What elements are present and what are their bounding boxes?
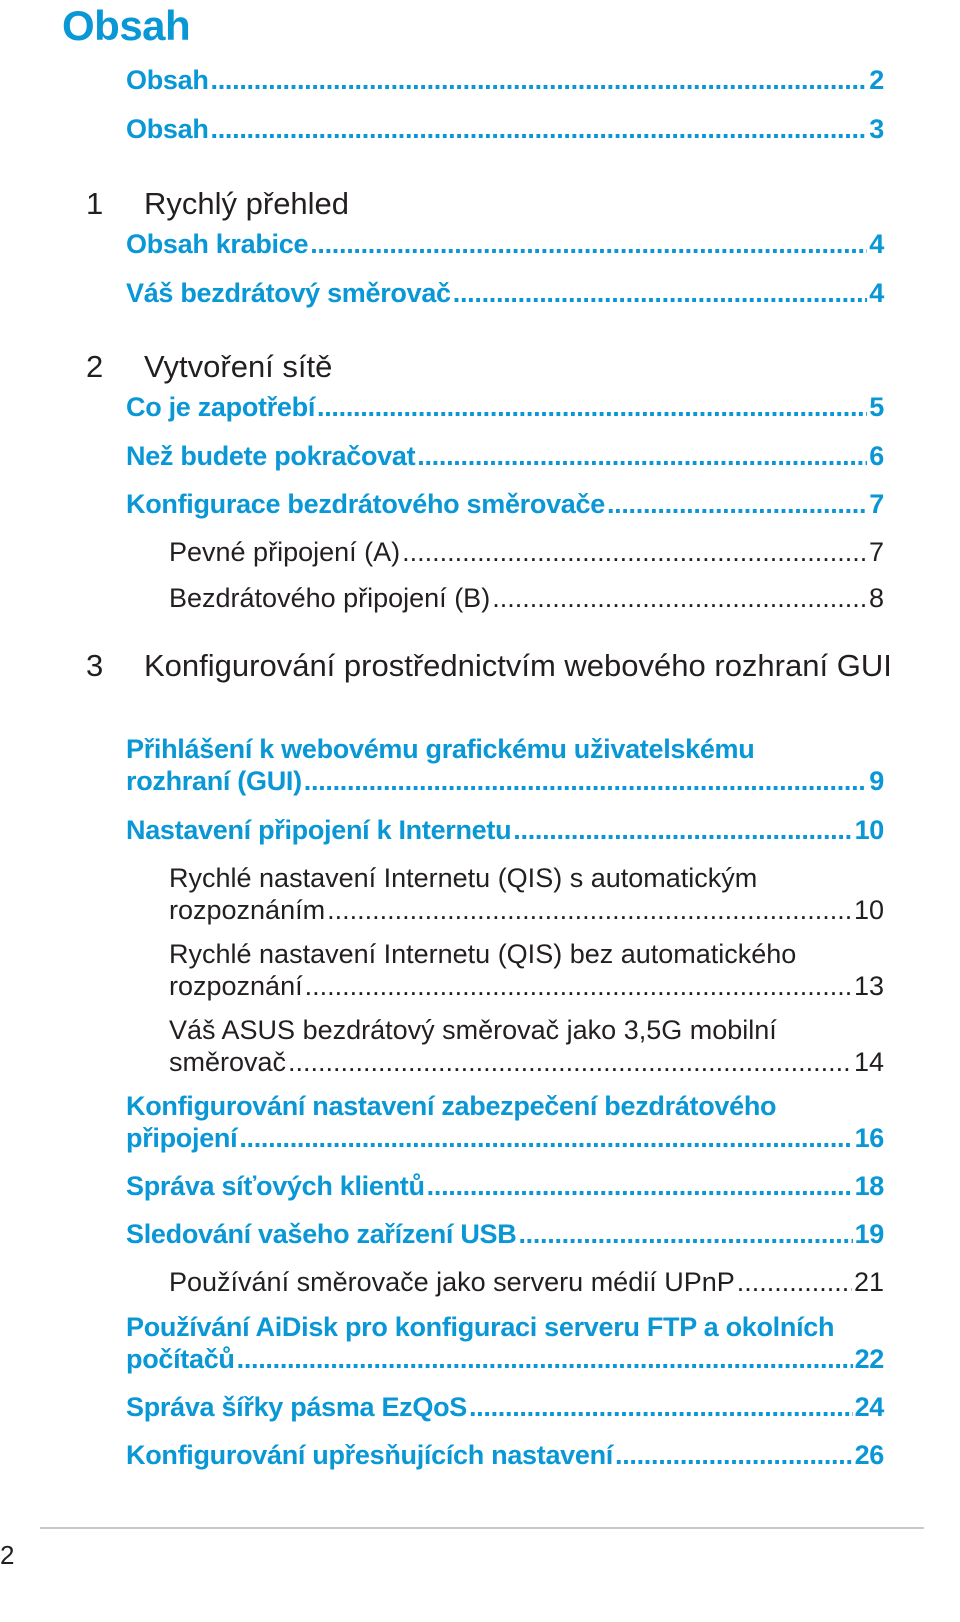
toc-entry-page: 7 — [868, 537, 884, 567]
toc-entry-page: 16 — [854, 1123, 884, 1153]
toc-entry-wireless-connection[interactable] — [169, 582, 884, 614]
toc-entry-page: 26 — [854, 1440, 884, 1470]
toc-entry-label: Co je zapotřebí — [126, 392, 316, 422]
chapter-title: Rychlý přehled — [144, 186, 350, 221]
toc-entry-label: Než budete pokračovat — [126, 441, 416, 471]
toc-entry-label: Správa síťových klientů — [126, 1171, 425, 1201]
dot-leader — [417, 440, 867, 472]
toc-entry-label: Konfigurace bezdrátového směrovače — [126, 489, 605, 519]
dot-leader — [305, 970, 852, 1002]
dot-leader — [211, 113, 868, 145]
toc-entry-page: 4 — [869, 278, 884, 308]
toc-entry-internet-setup[interactable] — [126, 814, 884, 846]
chapter-number: 2 — [86, 349, 104, 384]
toc-entry-label-continued: směrovač — [169, 1047, 287, 1077]
toc-entry-label: Rychlé nastavení Internetu (QIS) s automatickým — [169, 863, 758, 893]
dot-leader — [513, 814, 852, 846]
chapter-number: 3 — [86, 648, 104, 683]
toc-entry-label: Přihlášení k webovému grafickému uživatelskému — [126, 734, 755, 764]
toc-entry-page: 2 — [869, 65, 884, 95]
dot-leader — [317, 391, 867, 423]
dot-leader — [469, 1391, 853, 1423]
chapter-number: 1 — [86, 186, 104, 221]
toc-entry-page: 9 — [869, 766, 884, 796]
toc-entry-page: 4 — [869, 229, 884, 259]
toc-entry-contents-1[interactable] — [126, 64, 884, 96]
toc-entry-page: 24 — [854, 1392, 884, 1422]
dot-leader — [310, 228, 867, 260]
dot-leader — [237, 1343, 853, 1375]
toc-entry-page: 3 — [869, 114, 884, 144]
dot-leader — [518, 1218, 852, 1250]
toc-entry-qis-auto-detect[interactable] — [169, 862, 884, 926]
dot-leader — [239, 1122, 852, 1154]
toc-entry-page: 13 — [853, 971, 884, 1001]
toc-entry-wired-connection[interactable] — [169, 536, 884, 568]
page-number: 2 — [0, 1540, 15, 1570]
toc-entry-aidisk-ftp[interactable] — [126, 1311, 884, 1375]
footer-divider — [40, 1527, 924, 1529]
toc-entry-page: 8 — [868, 583, 884, 613]
toc-entry-network-clients[interactable] — [126, 1170, 884, 1202]
page-title: Obsah — [62, 2, 191, 49]
toc-entry-upnp-media-server[interactable] — [169, 1266, 884, 1298]
toc-entry-wireless-security[interactable] — [126, 1090, 884, 1154]
toc-entry-before-proceeding[interactable] — [126, 440, 884, 472]
toc-entry-advanced-settings[interactable] — [126, 1439, 884, 1471]
toc-entry-page: 10 — [853, 895, 884, 925]
toc-entry-page: 10 — [854, 815, 884, 845]
dot-leader — [304, 765, 867, 797]
chapter-title: Konfigurování prostřednictvím webového rozhraní GUI — [144, 648, 892, 683]
toc-entry-page: 5 — [869, 392, 884, 422]
toc-entry-label-continued: rozpoznání — [169, 971, 303, 1001]
toc-entry-qis-no-auto-detect[interactable] — [169, 938, 884, 1002]
toc-entry-3g-mobile-router[interactable] — [169, 1014, 884, 1078]
toc-entry-label: Konfigurování nastavení zabezpečení bezdrátového — [126, 1091, 777, 1121]
toc-entry-label: Používání AiDisk pro konfiguraci serveru FTP a okolních — [126, 1312, 835, 1342]
toc-entry-label-continued: počítačů — [126, 1344, 235, 1374]
dot-leader — [211, 64, 868, 96]
toc-entry-web-gui-login[interactable] — [126, 733, 884, 797]
toc-entry-label-continued: rozhraní (GUI) — [126, 766, 302, 796]
toc-entry-page: 22 — [854, 1344, 884, 1374]
toc-entry-router-config[interactable] — [126, 488, 884, 520]
toc-entry-page: 18 — [854, 1171, 884, 1201]
chapter-title: Vytvoření sítě — [144, 349, 333, 384]
dot-leader — [288, 1046, 852, 1078]
dot-leader — [427, 1170, 853, 1202]
toc-entry-label: Nastavení připojení k Internetu — [126, 815, 512, 845]
toc-entry-requirements[interactable] — [126, 391, 884, 423]
toc-entry-label-continued: rozpoznáním — [169, 895, 326, 925]
toc-entry-page: 19 — [854, 1219, 884, 1249]
toc-entry-label: Obsah — [126, 65, 209, 95]
toc-entry-usb-monitor[interactable] — [126, 1218, 884, 1250]
toc-entry-label: Obsah krabice — [126, 229, 309, 259]
toc-entry-label: Používání směrovače jako serveru médií UPnP — [169, 1267, 735, 1297]
toc-entry-page: 6 — [869, 441, 884, 471]
toc-entry-label: Pevné připojení (A) — [169, 537, 401, 567]
toc-entry-ezqos[interactable] — [126, 1391, 884, 1423]
dot-leader — [492, 582, 867, 614]
toc-entry-label: Konfigurování upřesňujících nastavení — [126, 1440, 613, 1470]
toc-entry-label: Rychlé nastavení Internetu (QIS) bez automatického — [169, 939, 797, 969]
toc-entry-box-contents[interactable] — [126, 228, 884, 260]
toc-entry-page: 7 — [869, 489, 884, 519]
toc-entry-contents-2[interactable] — [126, 113, 884, 145]
toc-entry-label: Bezdrátového připojení (B) — [169, 583, 491, 613]
toc-entry-page: 14 — [853, 1047, 884, 1077]
dot-leader — [615, 1439, 853, 1471]
toc-entry-label: Váš ASUS bezdrátový směrovač jako 3,5G mobilní — [169, 1015, 777, 1045]
dot-leader — [737, 1266, 852, 1298]
toc-entry-page: 21 — [853, 1267, 884, 1297]
toc-entry-wireless-router[interactable] — [126, 277, 884, 309]
dot-leader — [453, 277, 868, 309]
toc-entry-label: Obsah — [126, 114, 209, 144]
dot-leader — [327, 894, 852, 926]
toc-entry-label-continued: připojení — [126, 1123, 238, 1153]
dot-leader — [607, 488, 867, 520]
toc-entry-label: Správa šířky pásma EzQoS — [126, 1392, 467, 1422]
dot-leader — [402, 536, 867, 568]
toc-entry-label: Váš bezdrátový směrovač — [126, 278, 451, 308]
toc-entry-label: Sledování vašeho zařízení USB — [126, 1219, 517, 1249]
